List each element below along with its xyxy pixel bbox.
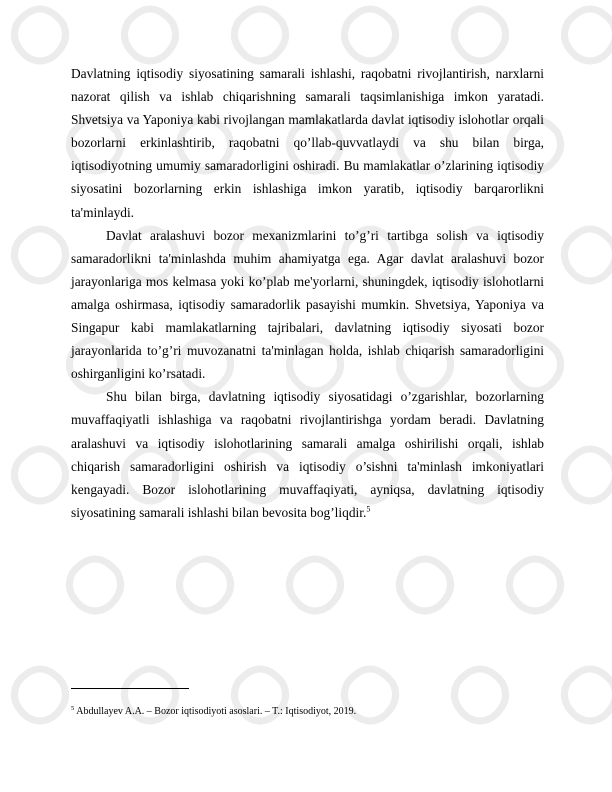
body-text [71,62,544,524]
footnote-text: Abdullayev A.A. – Bozor iqtisodiyoti asoslari. – T.: Iqtisodiyot, 2019. [76,706,357,717]
watermark-shape [14,669,65,721]
watermark-shape [564,449,612,501]
watermark-shape [454,9,505,61]
watermark-shape [14,229,65,281]
paragraph-2: Davlat aralashuvi bozor mexanizmlarini to’g’ri tartibga solish va iqtisodiy samaradorlikni ta'minlashda muhim ahamiyatga ega. Agar davlat aralashuvi bozor jarayonlariga mos kelmasa yoki ko’plab me'yorlarni, shuningdek, iqtisodiy islohotlarni amalga oshirmasa, iqtisodiy samaradorlik pasayishi mumkin. Shvetsiya, Yaponiya va Singapur kabi mamlakatlarning tajribalari, davlatning iqtisodiy siyosati bozor jarayonlarida to’g’ri muvozanatni ta'minlagan holda, ishlab chiqarish samaradorligini oshirganligini ko’rsatadi. [71,227,544,382]
paragraph-3-text: Shu bilan birga, davlatning iqtisodiy siyosatidagi o’zgarishlar, bozorlarning muvaffaqiyatli ishlashiga va raqobatni rivojlantirishga yordam beradi. Davlatning aralashuvi va iqtisodiy islohotlarining samarali amalga oshirilishi orqali, ishlab chiqarish samaradorligini oshirish va iqtisodiy o’sishni ta'minlash imkoniyatlari kengayadi. Bozor islohotlarining muvaffaqiyati, ayniqsa, davlatning iqtisodiy siyosatining samarali ishlashi bilan bevosita bog’liqdir. [71,389,544,520]
watermark-shape [564,9,612,61]
watermark-shape [124,9,175,61]
watermark-shape [564,669,612,721]
watermark-shape [69,559,120,611]
watermark-shape [14,9,65,61]
watermark-shape [399,559,450,611]
watermark-shape [564,229,612,281]
paragraph-1: Davlatning iqtisodiy siyosatining samarali ishlashi, raqobatni rivojlantirish, narxlarni nazorat qilish va ishlab chiqarishning samarali taqsimlanishiga imkon yaratadi. Shvetsiya va Yaponiya kabi rivojlangan mamlakatlarda davlat iqtisodiy islohotlar orqali bozorlarni erkinlashtirib, raqobatni qo’llab-quvvatlaydi va shu bilan birga, iqtisodiyotning umumiy samaradorligini oshiradi. Bu mamlakatlar o’zlarining iqtisodiy siyosatini bozorlarning erkin ishlashiga imkon yaratib, iqtisodiy barqarorlikni ta'minlaydi. [71,66,544,220]
watermark-shape [179,559,230,611]
watermark-shape [234,9,285,61]
footnote-reference[interactable]: 5 [366,504,371,514]
watermark-shape [509,559,560,611]
watermark-shape [344,9,395,61]
paragraph-3 [71,385,544,524]
footnote-number: 5 [71,704,75,712]
footnote-divider [71,688,189,689]
footnote [71,706,544,718]
watermark-shape [289,559,340,611]
watermark-shape [14,449,65,501]
